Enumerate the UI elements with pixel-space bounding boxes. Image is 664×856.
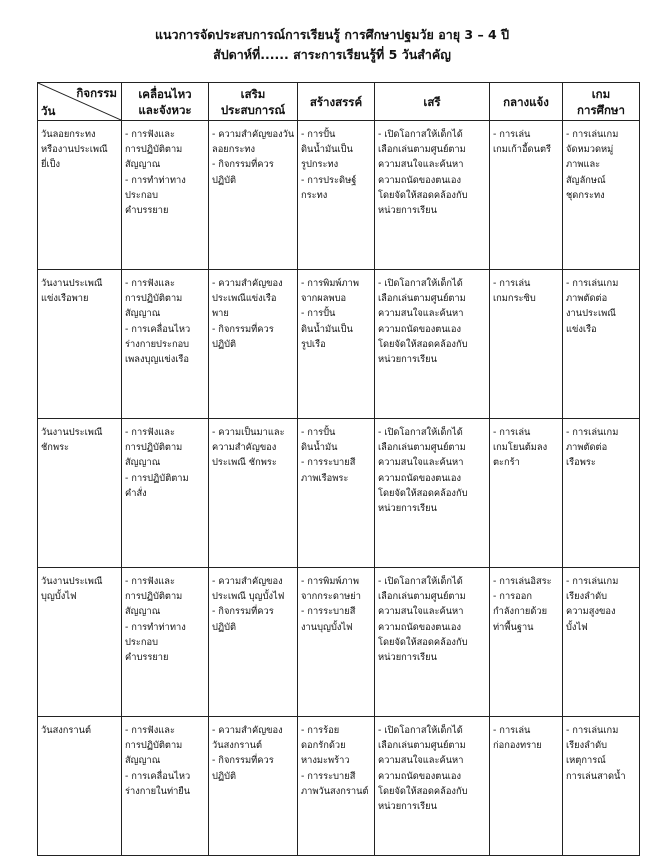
document-title: แนวการจัดประสบการณ์การเรียนรู้ การศึกษาปฐมวัย อายุ 3 – 4 ปี	[154, 27, 510, 42]
cell-line: ก่อกองทราย	[493, 740, 542, 752]
cell-line: - เปิดโอกาสให้เด็กได้	[378, 278, 463, 289]
cell-line: คำสั่ง	[125, 487, 147, 499]
cell-line: สัญญาณ	[125, 457, 161, 469]
cell-line: หางมะพร้าว	[301, 755, 350, 767]
cell-movement	[122, 121, 209, 270]
cell-outdoor	[490, 419, 563, 568]
cell-line: ความถนัดของตนเอง	[378, 472, 461, 484]
cell-line: - กิจกรรมที่ควร	[212, 323, 274, 335]
header-enrichment	[209, 83, 298, 121]
cell-outdoor	[490, 568, 563, 717]
cell-outdoor	[490, 121, 563, 270]
cell-line: การเล่นสาดน้ำ	[566, 770, 626, 782]
cell-game	[563, 568, 640, 717]
cell-line: - เปิดโอกาสให้เด็กได้	[378, 427, 463, 438]
cell-line: จากกระดาษย่า	[301, 591, 361, 603]
cell-day	[38, 568, 122, 717]
cell-line: - การทำท่าทาง	[125, 621, 186, 633]
cell-free	[375, 419, 490, 568]
header-outdoor: กลางแจ้ง	[490, 83, 563, 121]
cell-line: - การเล่นเกม	[566, 576, 619, 587]
cell-line: โดยจัดให้สอดคล้องกับ	[378, 189, 468, 201]
cell-day	[38, 717, 122, 856]
cell-line: บุญบั้งไฟ	[41, 591, 77, 603]
cell-line: - ความเป็นมาและ	[212, 427, 285, 438]
cell-line: ท่าพื้นฐาน	[493, 621, 534, 633]
cell-line: ประเพณี ชักพระ	[212, 457, 277, 469]
cell-line: - การเล่น	[493, 427, 531, 438]
cell-line: ประเพณีแข่งเรือ	[212, 293, 277, 305]
cell-line: ลอยกระทง	[212, 144, 256, 156]
cell-creative	[298, 270, 375, 419]
cell-line: โดยจัดให้สอดคล้องกับ	[378, 338, 468, 350]
cell-line: งานบุญบั้งไฟ	[301, 621, 353, 633]
cell-line: ปฏิบัติ	[212, 770, 237, 782]
cell-line: ประกอบ	[125, 189, 159, 201]
cell-line: ชุดกระทง	[566, 189, 605, 201]
header-creative: สร้างสรรค์	[298, 83, 375, 121]
cell-creative	[298, 121, 375, 270]
cell-line: หน่วยการเรียน	[378, 503, 437, 515]
table-row	[38, 121, 640, 270]
cell-movement	[122, 419, 209, 568]
cell-line: วันงานประเพณี	[41, 427, 103, 438]
cell-line: หน่วยการเรียน	[378, 801, 437, 813]
cell-line: - การออก	[493, 591, 532, 603]
cell-line: - การระบายสี	[301, 606, 356, 618]
cell-line: การปฏิบัติตาม	[125, 740, 183, 752]
cell-line: โดยจัดให้สอดคล้องกับ	[378, 785, 468, 797]
cell-line: ภาพเรือพระ	[301, 472, 349, 484]
cell-line: สัญญาณ	[125, 159, 161, 171]
cell-line: - ความสำคัญของ	[212, 278, 283, 289]
cell-line: - การฟังและ	[125, 427, 175, 438]
header-movement-line2: และจังหวะ	[138, 102, 192, 117]
cell-line: เกมโยนต้มลง	[493, 442, 548, 454]
cell-line: เรียงลำดับ	[566, 740, 608, 752]
cell-line: ความถนัดของตนเอง	[378, 621, 461, 633]
cell-line: รูปเรือ	[301, 338, 326, 350]
cell-game	[563, 717, 640, 856]
cell-game	[563, 270, 640, 419]
cell-line: - การฟังและ	[125, 576, 175, 587]
cell-line: - กิจกรรมที่ควร	[212, 606, 274, 618]
cell-line: - การปั้น	[301, 129, 336, 140]
header-enrichment-line2: ประสบการณ์	[220, 102, 286, 117]
cell-line: ชักพระ	[41, 442, 70, 454]
cell-enrichment	[209, 121, 298, 270]
cell-creative	[298, 717, 375, 856]
cell-line: ยี่เป็ง	[41, 159, 61, 171]
cell-line: - การฟังและ	[125, 725, 175, 736]
cell-line: พาย	[212, 308, 229, 320]
cell-line: ความถนัดของตนเอง	[378, 770, 461, 782]
header-game-line1: เกม	[591, 86, 611, 101]
cell-line: การปฏิบัติตาม	[125, 144, 183, 156]
cell-line: - การเล่นอิสระ	[493, 576, 552, 587]
cell-line: เกมเก้าอี้ดนตรี	[493, 144, 551, 156]
cell-line: ร่างกายประกอบ	[125, 338, 190, 350]
cell-line: จัดหมวดหมู่	[566, 144, 614, 156]
cell-line: หรืองานประเพณี	[41, 144, 108, 156]
cell-line: ปฏิบัติ	[212, 621, 237, 633]
cell-line: - การพิมพ์ภาพ	[301, 576, 360, 587]
cell-game	[563, 121, 640, 270]
cell-line: - เปิดโอกาสให้เด็กได้	[378, 576, 463, 587]
cell-line: เลือกเล่นตามศูนย์ตาม	[378, 293, 466, 305]
cell-line: ภาพและ	[566, 159, 601, 171]
cell-line: - เปิดโอกาสให้เด็กได้	[378, 129, 463, 140]
cell-line: - การปั้น	[301, 308, 336, 320]
cell-line: เลือกเล่นตามศูนย์ตาม	[378, 144, 466, 156]
cell-line: ประเพณี บุญบั้งไฟ	[212, 591, 285, 603]
cell-line: รูปกระทง	[301, 159, 339, 171]
header-game-line2: การศึกษา	[577, 102, 625, 117]
cell-line: - กิจกรรมที่ควร	[212, 755, 274, 767]
cell-line: การปฏิบัติตาม	[125, 591, 183, 603]
cell-creative	[298, 419, 375, 568]
cell-day	[38, 121, 122, 270]
cell-line: - การเล่นเกม	[566, 725, 619, 736]
cell-outdoor	[490, 717, 563, 856]
cell-line: จากผลพบอ	[301, 293, 347, 305]
activity-plan-table	[37, 82, 640, 856]
cell-line: การปฏิบัติตาม	[125, 442, 183, 454]
cell-line: วันลอยกระทง	[41, 129, 96, 140]
cell-line: - การปั้น	[301, 427, 336, 438]
cell-line: เรือพระ	[566, 457, 596, 469]
cell-line: สัญญาณ	[125, 755, 161, 767]
cell-line: - การร้อย	[301, 725, 340, 736]
cell-line: - การทำท่าทาง	[125, 174, 186, 186]
cell-line: หน่วยการเรียน	[378, 354, 437, 366]
cell-line: เลือกเล่นตามศูนย์ตาม	[378, 442, 466, 454]
cell-line: วันงานประเพณี	[41, 576, 103, 587]
header-activity-label: กิจกรรม	[76, 86, 117, 100]
cell-movement	[122, 568, 209, 717]
cell-line: - การระบายสี	[301, 457, 356, 469]
cell-line: คำบรรยาย	[125, 205, 169, 217]
header-row	[38, 83, 640, 121]
cell-line: - การปฏิบัติตาม	[125, 472, 189, 484]
cell-line: - การเล่น	[493, 278, 531, 289]
cell-enrichment	[209, 270, 298, 419]
cell-line: ความสนใจและค้นหา	[378, 457, 464, 469]
table-row	[38, 270, 640, 419]
cell-day	[38, 270, 122, 419]
cell-line: เพลงบุญแข่งเรือ	[125, 354, 190, 366]
cell-line: - ความสำคัญของ	[212, 725, 283, 736]
cell-line: เกมกระซิบ	[493, 293, 536, 305]
cell-line: - ความสำคัญของ	[212, 576, 283, 587]
cell-free	[375, 717, 490, 856]
cell-line: งานประเพณี	[566, 308, 616, 320]
cell-line: ดอกรักด้วย	[301, 740, 346, 752]
cell-line: - การเคลื่อนไหว	[125, 323, 191, 335]
cell-line: ดินน้ำมันเป็น	[301, 323, 353, 335]
cell-free	[375, 568, 490, 717]
cell-line: สัญญาณ	[125, 606, 161, 618]
cell-free	[375, 270, 490, 419]
cell-line: - การฟังและ	[125, 278, 175, 289]
cell-line: ตะกร้า	[493, 457, 520, 469]
document-subtitle: สัปดาห์ที่...... สาระการเรียนรู้ที่ 5 วันสำคัญ	[213, 47, 451, 62]
cell-line: ภาพตัดต่อ	[566, 442, 608, 454]
cell-line: ดินน้ำมัน	[301, 442, 338, 454]
cell-line: - การเคลื่อนไหว	[125, 770, 191, 782]
cell-line: หน่วยการเรียน	[378, 205, 437, 217]
cell-line: ประกอบ	[125, 636, 159, 648]
cell-line: เลือกเล่นตามศูนย์ตาม	[378, 591, 466, 603]
cell-line: ภาพตัดต่อ	[566, 293, 608, 305]
cell-line: เรียงลำดับ	[566, 591, 608, 603]
cell-line: ปฏิบัติ	[212, 338, 237, 350]
cell-line: - การพิมพ์ภาพ	[301, 278, 360, 289]
header-game	[563, 83, 640, 121]
cell-line: - การเล่น	[493, 725, 531, 736]
cell-line: เหตุการณ์	[566, 755, 606, 767]
cell-line: ดินน้ำมันเป็น	[301, 144, 353, 156]
cell-line: โดยจัดให้สอดคล้องกับ	[378, 636, 468, 648]
cell-line: หน่วยการเรียน	[378, 652, 437, 664]
table-row	[38, 419, 640, 568]
cell-line: วันสงกรานต์	[212, 740, 263, 752]
cell-line: แข่งเรือพาย	[41, 293, 89, 305]
cell-line: การปฏิบัติตาม	[125, 293, 183, 305]
cell-line: ความสนใจและค้นหา	[378, 159, 464, 171]
cell-line: โดยจัดให้สอดคล้องกับ	[378, 487, 468, 499]
cell-line: ความสนใจและค้นหา	[378, 755, 464, 767]
header-enrichment-line1: เสริม	[240, 86, 266, 101]
cell-enrichment	[209, 717, 298, 856]
cell-free	[375, 121, 490, 270]
table-row	[38, 717, 640, 856]
cell-line: ความสำคัญของ	[212, 442, 277, 454]
cell-line: สัญญาณ	[125, 308, 161, 320]
cell-enrichment	[209, 568, 298, 717]
cell-line: วันงานประเพณี	[41, 278, 103, 289]
cell-line: - การประดิษฐ์	[301, 174, 357, 186]
cell-line: เลือกเล่นตามศูนย์ตาม	[378, 740, 466, 752]
cell-line: - เปิดโอกาสให้เด็กได้	[378, 725, 463, 736]
cell-line: บั้งไฟ	[566, 621, 588, 633]
cell-line: ความสูงของ	[566, 606, 616, 618]
cell-movement	[122, 717, 209, 856]
cell-line: - การฟังและ	[125, 129, 175, 140]
cell-line: ร่างกายในท่ายืน	[125, 785, 191, 797]
cell-day	[38, 419, 122, 568]
cell-line: ภาพวันสงกรานต์	[301, 785, 369, 797]
cell-line: คำบรรยาย	[125, 652, 169, 664]
cell-line: - การเล่น	[493, 129, 531, 140]
cell-movement	[122, 270, 209, 419]
cell-line: - การเล่นเกม	[566, 278, 619, 289]
cell-line: - ความสำคัญของวัน	[212, 129, 295, 140]
cell-line: ความถนัดของตนเอง	[378, 174, 461, 186]
cell-creative	[298, 568, 375, 717]
cell-line: - การเล่นเกม	[566, 427, 619, 438]
cell-line: ความสนใจและค้นหา	[378, 308, 464, 320]
cell-line: ปฏิบัติ	[212, 174, 237, 186]
cell-outdoor	[490, 270, 563, 419]
cell-line: กำลังกายด้วย	[493, 606, 548, 618]
cell-line: สัญลักษณ์	[566, 174, 606, 186]
cell-enrichment	[209, 419, 298, 568]
header-free: เสรี	[375, 83, 490, 121]
cell-game	[563, 419, 640, 568]
cell-line: แข่งเรือ	[566, 323, 597, 335]
corner-header-cell	[38, 83, 122, 121]
cell-line: กระทง	[301, 189, 328, 201]
header-day-label: วัน	[41, 104, 56, 118]
cell-line: - กิจกรรมที่ควร	[212, 159, 274, 171]
cell-line: ความสนใจและค้นหา	[378, 606, 464, 618]
cell-line: วันสงกรานต์	[41, 725, 92, 736]
header-movement-line1: เคลื่อนไหว	[138, 86, 192, 101]
cell-line: - การระบายสี	[301, 770, 356, 782]
cell-line: ความถนัดของตนเอง	[378, 323, 461, 335]
table-row	[38, 568, 640, 717]
header-movement	[122, 83, 209, 121]
cell-line: - การเล่นเกม	[566, 129, 619, 140]
